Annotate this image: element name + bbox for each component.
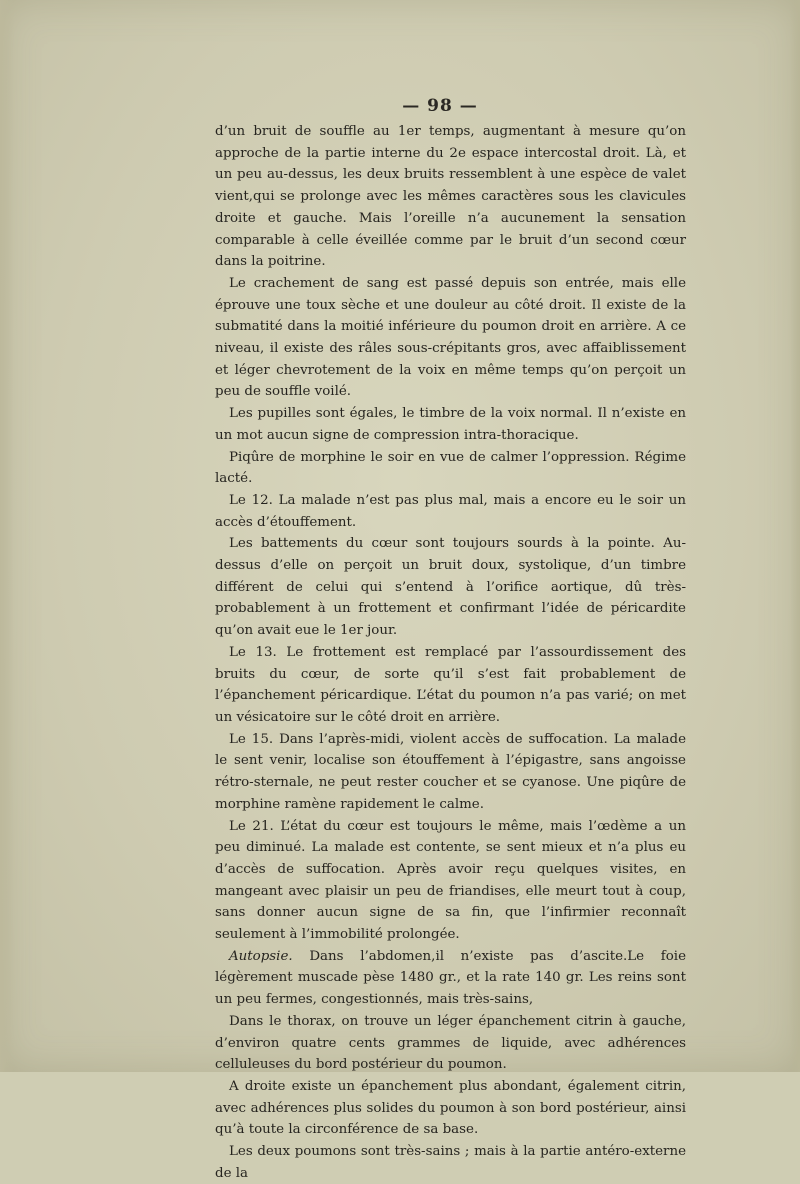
paragraph: Les battements du cœur sont toujours sourds à la pointe. Au-dessus d’elle on perçoit un bruit doux, systolique, d’un timbre différent de celui qui s’entend à l’orifice aortique, dû très-probablement à un frottement et confirmant l’idée de péricardite qu’on avait eue le 1er jour. xyxy=(215,536,686,639)
paragraph: Piqûre de morphine le soir en vue de calmer l’oppression. Régime lacté. xyxy=(215,449,686,487)
page-number: — 98 — xyxy=(402,96,478,116)
paragraph: Le 13. Le frottement est remplacé par l’assourdissement des bruits du cœur, de sorte qu’il s’est fait probablement de l’épanchement péricardique. L’état du poumon n’a pas varié; on met un vésicatoire sur le côté droit en arrière. xyxy=(215,644,686,725)
paragraph: Dans le thorax, on trouve un léger épanchement citrin à gauche, d’environ quatre cents grammes de liquide, avec adhérences celluleuses du bord postérieur du poumon. xyxy=(215,1013,686,1073)
paragraph: Le 21. L’état du cœur est toujours le même, mais l’œdème a un peu diminué. La malade est contente, se sent mieux et n’a plus eu d’accès de suffocation. Après avoir reçu quelques visites, en mangeant avec plaisir un peu de friandises, elle meurt tout à coup, sans donner aucun signe de sa fin, que l’infirmier reconnaît seulement à l’immobilité prolongée. xyxy=(215,818,686,943)
paragraph: Les deux poumons sont très-sains ; mais à la partie antéro-externe de la xyxy=(215,1144,686,1181)
page-edge-right xyxy=(790,0,800,1072)
paragraph-text: Dans l’abdomen,il n’existe pas d’ascite.Le foie légèrement muscade pèse 1480 gr., et la rate 140 gr. Les reins sont un peu fermes, congestionnés, mais très-sains, xyxy=(215,948,686,1008)
paragraph: Les pupilles sont égales, le timbre de la voix normal. Il n’existe en un mot aucun signe de compression intra-thoracique. xyxy=(215,406,686,443)
body-text xyxy=(215,121,686,1184)
paragraph: Le 15. Dans l’après-midi, violent accès de suffocation. La malade le sent venir, localise son étouffement à l’épigastre, sans angoisse rétro-sternale, ne peut rester coucher et se cyanose. Une piqûre de morphine ramène rapidement le calme. xyxy=(215,731,686,812)
paragraph-autopsie xyxy=(215,946,686,1011)
paragraph: A droite existe un épanchement plus abondant, également citrin, avec adhérences plus solides du poumon à son bord postérieur, ainsi qu’à toute la circonférence de sa base. xyxy=(215,1078,686,1138)
page-edge-left xyxy=(0,0,14,1072)
paragraph: Le crachement de sang est passé depuis son entrée, mais elle éprouve une toux sèche et une douleur au côté droit. Il existe de la submatité dans la moitié inférieure du poumon droit en arrière. A ce niveau, il existe des râles sous-crépitants gros, avec affaiblissement et léger chevrotement de la voix en même temps qu’on perçoit un peu de souffle voilé. xyxy=(215,275,686,400)
paragraph: Le 12. La malade n’est pas plus mal, mais a encore eu le soir un accès d’étouffement. xyxy=(215,492,686,530)
section-lead: Autopsie. xyxy=(229,948,293,964)
paragraph: d’un bruit de souffle au 1er temps, augmentant à mesure qu’on approche de la partie interne du 2e espace intercostal droit. Là, et un peu au-dessus, les deux bruits ressemblent à une espèce de valet vient,qui se prolonge avec les mêmes caractères sous les clavicules droite et gauche. Mais l’oreille n’a aucunement la sensation comparable à celle éveillée comme par le bruit d’un second cœur dans la poitrine. xyxy=(215,124,686,270)
